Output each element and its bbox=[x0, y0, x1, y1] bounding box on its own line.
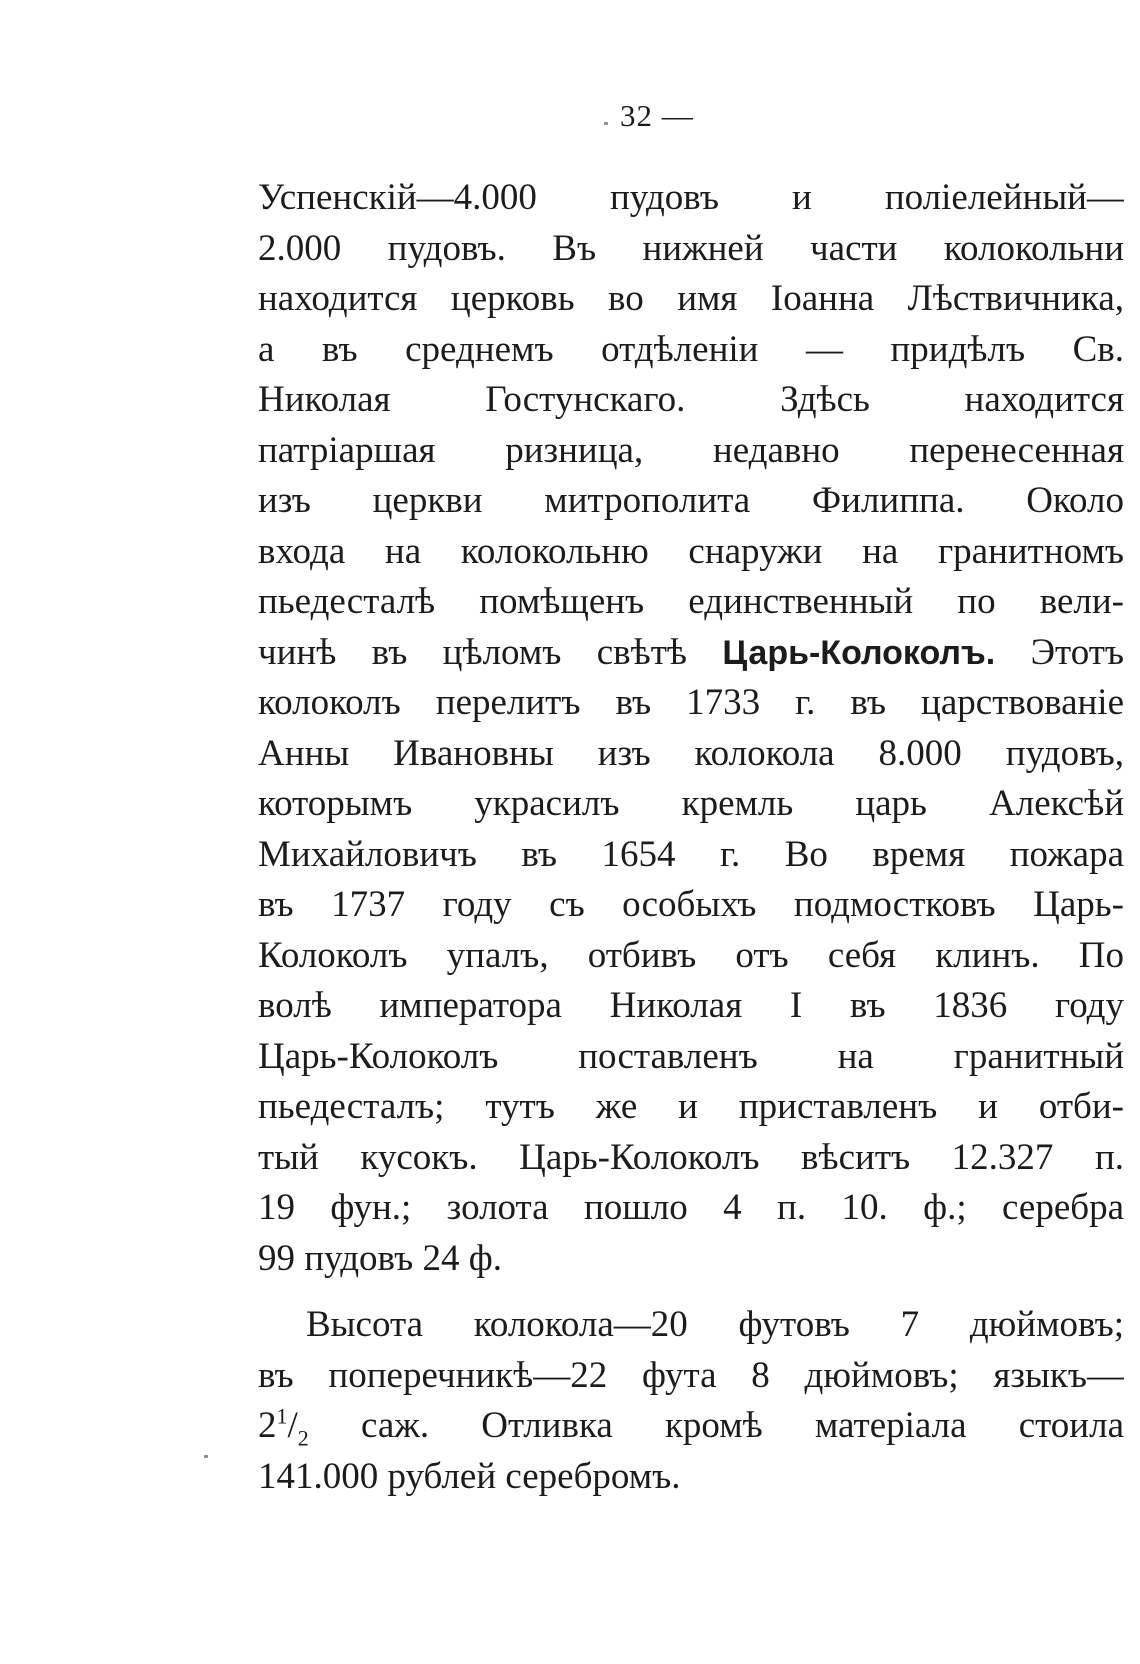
text-line: Анны Ивановны изъ колокола 8.000 пудовъ, bbox=[258, 732, 1124, 774]
text-line: колоколъ перелитъ въ 1733 г. въ царствованіе bbox=[258, 682, 1124, 723]
text-line: 2.000 пудовъ. Въ нижней части колокольни bbox=[258, 227, 1124, 269]
text-run: саж. Отливка кромѣ матеріала стоила bbox=[308, 1405, 1124, 1446]
paragraph-2 bbox=[258, 1300, 1124, 1502]
text-line: которымъ украсилъ кремль царь Алексѣй bbox=[258, 783, 1124, 824]
text-line: пьедесталѣ помѣщенъ единственный по вели- bbox=[258, 581, 1124, 622]
text-line: тый кусокъ. Царь-Колоколъ вѣситъ 12.327 п. bbox=[258, 1136, 1124, 1178]
text-line: Высота колокола—20 футовъ 7 дюймовъ; bbox=[306, 1304, 1124, 1345]
paragraph-1 bbox=[258, 173, 1124, 1284]
text-run: Этотъ bbox=[995, 631, 1124, 673]
emphasized-term: Царь-Колоколъ. bbox=[722, 633, 996, 672]
text-line: Николая Гостунскаго. Здѣсь находится bbox=[258, 379, 1124, 420]
text-line: въ 1737 году съ особыхъ подмостковъ Царь- bbox=[258, 884, 1124, 925]
text-run: 2 bbox=[258, 1405, 277, 1446]
text-line: 141.000 рублей серебромъ. bbox=[258, 1455, 681, 1497]
text-line: Успенскій—4.000 пудовъ и поліелейный— bbox=[258, 177, 1124, 218]
text-line: пьедесталъ; тутъ же и приставленъ и отби- bbox=[258, 1086, 1124, 1127]
text-line: изъ церкви митрополита Филиппа. Около bbox=[258, 480, 1124, 521]
text-run: чинѣ въ цѣломъ свѣтѣ bbox=[258, 631, 723, 673]
fraction-denominator: 2 bbox=[297, 1425, 309, 1451]
print-speck bbox=[204, 1455, 208, 1458]
text-line: а въ среднемъ отдѣленіи — придѣлъ Св. bbox=[258, 328, 1124, 370]
text-line: Царь-Колоколъ поставленъ на гранитный bbox=[258, 1035, 1124, 1077]
text-line: патріаршая ризница, недавно перенесенная bbox=[258, 429, 1124, 471]
text-line: въ поперечникѣ—22 фута 8 дюймовъ; языкъ— bbox=[258, 1354, 1124, 1396]
fraction-slash: / bbox=[287, 1405, 298, 1446]
text-line bbox=[258, 628, 1124, 679]
text-line: 19 фун.; золота пошло 4 п. 10. ф.; серебра bbox=[258, 1187, 1124, 1228]
text-line: Михайловичъ въ 1654 г. Во время пожара bbox=[258, 833, 1124, 875]
print-speck bbox=[604, 122, 608, 125]
text-line: Колоколъ упалъ, отбивъ отъ себя клинъ. По bbox=[258, 934, 1124, 976]
text-line: 99 пудовъ 24 ф. bbox=[258, 1237, 502, 1279]
page-number: 32 — bbox=[620, 98, 694, 133]
text-line: находится церковь во имя Іоанна Лѣствичника, bbox=[258, 278, 1124, 319]
text-line: волѣ императора Николая I въ 1836 году bbox=[258, 985, 1124, 1026]
fraction-numerator: 1 bbox=[276, 1403, 288, 1429]
text-line: входа на колокольню снаружи на гранитномъ bbox=[258, 530, 1124, 572]
text-line bbox=[258, 1401, 1124, 1452]
